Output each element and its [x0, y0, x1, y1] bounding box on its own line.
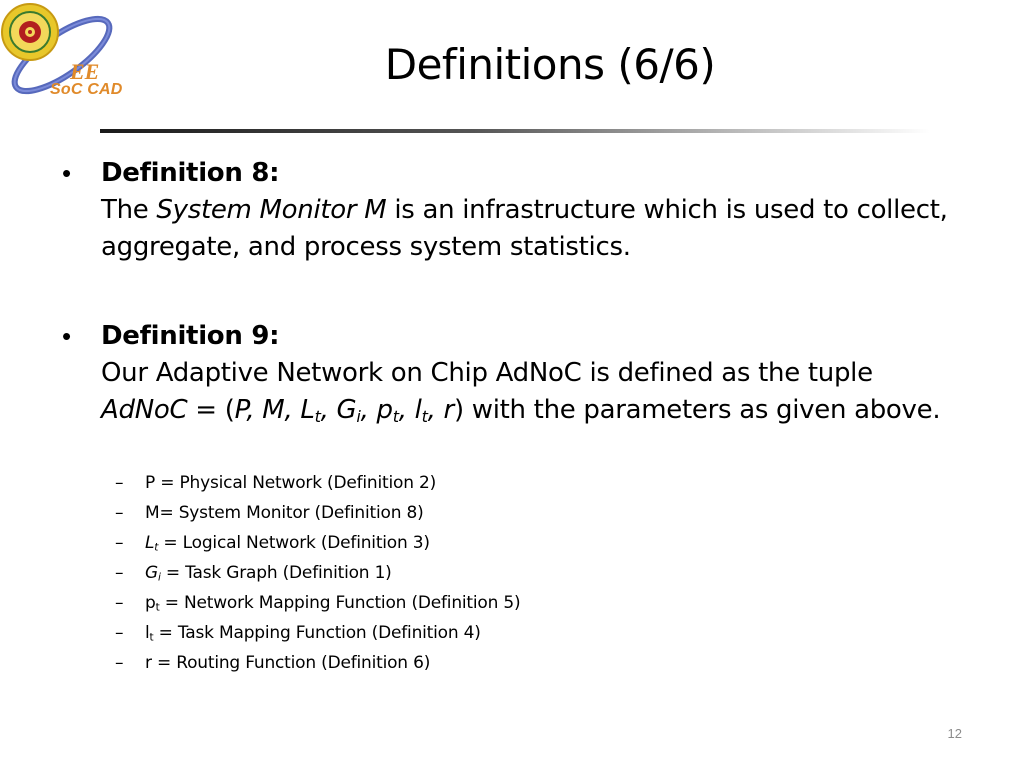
tuple-params	[235, 395, 454, 425]
sub-item-network-mapping	[115, 595, 520, 612]
sub-item-task-graph	[115, 565, 392, 582]
sub-item-routing-function	[115, 655, 430, 672]
dash-icon: –	[115, 473, 124, 493]
sub-item-text: M= System Monitor (Definition 8)	[145, 503, 424, 523]
definition-9	[101, 318, 981, 429]
tuple-close-text: ) with the parameters as given above.	[453, 395, 941, 425]
dash-icon: –	[115, 623, 124, 643]
dash-icon: –	[115, 563, 124, 583]
tuple-p-m-l: P, M, L	[234, 395, 315, 425]
sub-item-text: = Task Mapping Function (Definition 4)	[153, 623, 481, 643]
bullet-icon: •	[62, 321, 72, 351]
sub-item-symbol-subscript: i	[157, 571, 161, 584]
definition-8-label: Definition 8:	[101, 158, 280, 188]
sub-item-symbol-subscript: t	[155, 601, 160, 614]
tuple-r: , r	[427, 395, 454, 425]
dash-icon: –	[115, 503, 124, 523]
bullet-icon: •	[62, 158, 72, 188]
sub-item-physical-network	[115, 475, 436, 492]
definition-9-label: Definition 9:	[101, 321, 280, 351]
tuple-open: = (	[187, 395, 235, 425]
sub-item-symbol: L	[145, 533, 155, 553]
tuple-sub-i: i	[356, 407, 361, 427]
dash-icon: –	[115, 653, 124, 673]
sub-item-system-monitor	[115, 505, 424, 522]
sub-item-text: r = Routing Function (Definition 6)	[145, 653, 431, 673]
page-number: 12	[947, 726, 962, 741]
tuple-g: , G	[320, 395, 357, 425]
sub-item-task-mapping	[115, 625, 481, 642]
tuple-sub-t: t	[392, 407, 399, 427]
sub-item-text: = Network Mapping Function (Definition 5)	[159, 593, 521, 613]
tuple-p: , p	[360, 395, 393, 425]
sub-item-symbol-subscript: t	[149, 631, 154, 644]
sub-item-symbol: l	[145, 623, 150, 643]
tuple-l: , l	[398, 395, 422, 425]
tuple-name: AdNoC	[101, 395, 188, 425]
sub-item-logical-network	[115, 535, 430, 552]
dash-icon: –	[115, 593, 124, 613]
dash-icon: –	[115, 533, 124, 553]
sub-item-text: P = Physical Network (Definition 2)	[145, 473, 437, 493]
definition-9-line1: Our Adaptive Network on Chip AdNoC is defined as the tuple	[101, 358, 873, 388]
sub-item-symbol: G	[145, 563, 158, 583]
sub-item-text: = Logical Network (Definition 3)	[158, 533, 430, 553]
slide-title: Definitions (6/6)	[384, 40, 716, 89]
sub-item-symbol: p	[145, 593, 156, 613]
tuple-sub-t: t	[421, 407, 428, 427]
sub-item-text: = Task Graph (Definition 1)	[160, 563, 392, 583]
definition-8-text-pre: The	[101, 195, 157, 225]
definition-8-text-post: is an infrastructure which is used to collect, aggregate, and process system statistics.	[101, 195, 948, 262]
sub-item-symbol-subscript: t	[154, 541, 159, 554]
logo-soc-cad-text: SoC CAD	[50, 81, 123, 98]
tuple-sub-t: t	[314, 407, 321, 427]
definition-8-system-monitor: System Monitor M	[156, 195, 387, 225]
definition-8	[101, 155, 981, 266]
logo-ee-text: EE	[70, 59, 100, 84]
